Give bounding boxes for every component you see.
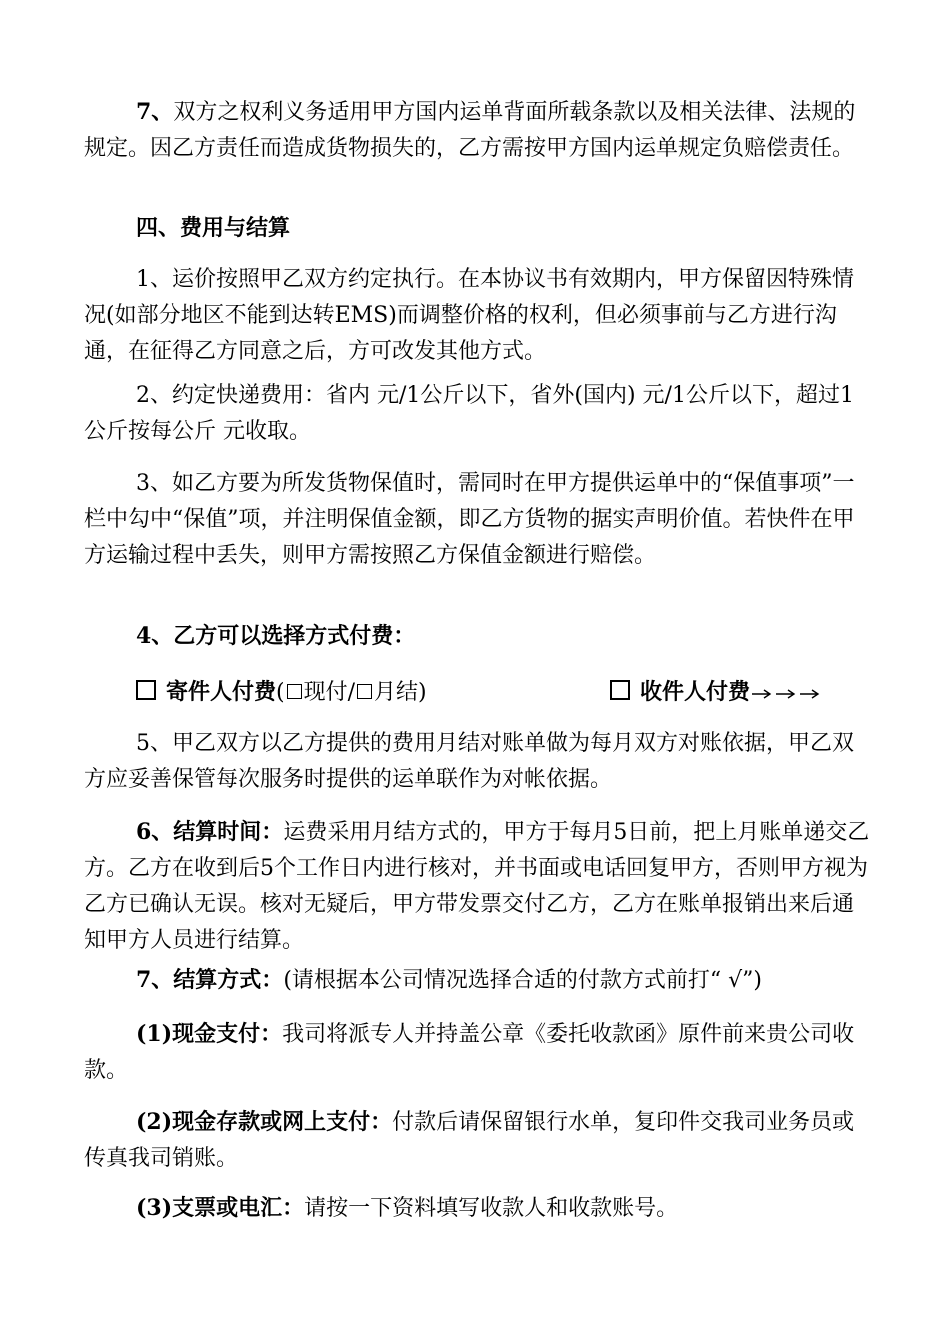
method-1-label: (1)现金支付： [136,1021,283,1047]
item-7-text: (请根据本公司情况选择合适的付款方式前打“ √”) [283,968,762,993]
arrow-lines-icon [750,682,828,702]
clause-7-text: 双方之权利义务适用甲方国内运单背面所载条款以及相关法律、法规的规定。因乙方责任而造成货物损失的，乙方需按甲方国内运单规定负赔偿责任。 [84,100,856,161]
method-2-text: 付款后请保留银行水单，复印件交我司业务员或传真我司销账。 [84,1110,855,1171]
item-1-paragraph: 1、运价按照甲乙双方约定执行。在本协议书有效期内，甲方保留因特殊情况(如部分地区不能到达转EMS)而调整价格的权利，但必须事前与乙方进行沟通，在征得乙方同意之后，方可改发其他方式。 [84,267,854,364]
sender-pays-open: ( [276,680,285,705]
sender-pays-option[interactable] [136,674,427,711]
receiver-pays-option[interactable] [610,674,828,711]
method-1-paragraph [84,1016,870,1089]
method-1-text: 我司将派专人并持盖公章《委托收款函》原件前来贵公司收款。 [84,1022,855,1083]
monthly-checkbox[interactable] [357,684,372,699]
item-7-label: 7、结算方式： [136,967,284,993]
receiver-pays-checkbox[interactable] [610,680,630,700]
cash-label: 现付/ [303,680,356,705]
method-2-paragraph [84,1104,870,1177]
item-3-paragraph: 3、如乙方要为所发货物保值时，需同时在甲方提供运单中的“保值事项”一栏中勾中“保值”项，并注明保值金额，即乙方货物的据实声明价值。若快件在甲方运输过程中丢失，则甲方需按照乙方保值金额进行赔偿。 [84,471,855,568]
item-6-text: 运费采用月结方式的，甲方于每月5日前，把上月账单递交乙方。乙方在收到后5个工作日内进行核对，并书面或电话回复甲方，否则甲方视为乙方已确认无误。核对无疑后，甲方带发票交付乙方，乙方在账单报销出来后通知甲方人员进行结算。 [84,820,870,953]
item-2-paragraph: 2、约定快递费用：省内 元/1公斤以下，省外(国内) 元/1公斤以下，超过1公斤按每公斤 元收取。 [84,383,854,444]
method-3-paragraph [84,1190,870,1227]
section-4-heading: 四、费用与结算 [136,215,291,241]
clause-7-number: 7、 [136,99,174,125]
item-5-paragraph: 5、甲乙双方以乙方提供的费用月结对账单做为每月双方对账依据，甲乙双方应妥善保管每次服务时提供的运单联作为对帐依据。 [84,731,854,792]
payment-options-row [136,674,876,710]
item-6-label: 6、结算时间： [136,819,284,845]
sender-pays-label: 寄件人付费 [166,679,277,705]
method-3-label: (3)支票或电汇： [136,1195,305,1221]
clause-7-paragraph [84,94,870,167]
sender-pays-checkbox[interactable] [136,680,156,700]
item-4-heading: 4、乙方可以选择方式付费： [136,623,416,649]
monthly-label: 月结) [374,680,427,705]
cash-checkbox[interactable] [287,684,302,699]
item-7-paragraph [84,962,870,999]
item-6-paragraph [84,814,870,959]
method-2-label: (2)现金存款或网上支付： [136,1109,393,1135]
receiver-pays-label: 收件人付费 [640,679,751,705]
method-3-text: 请按一下资料填写收款人和收款账号。 [304,1196,679,1221]
